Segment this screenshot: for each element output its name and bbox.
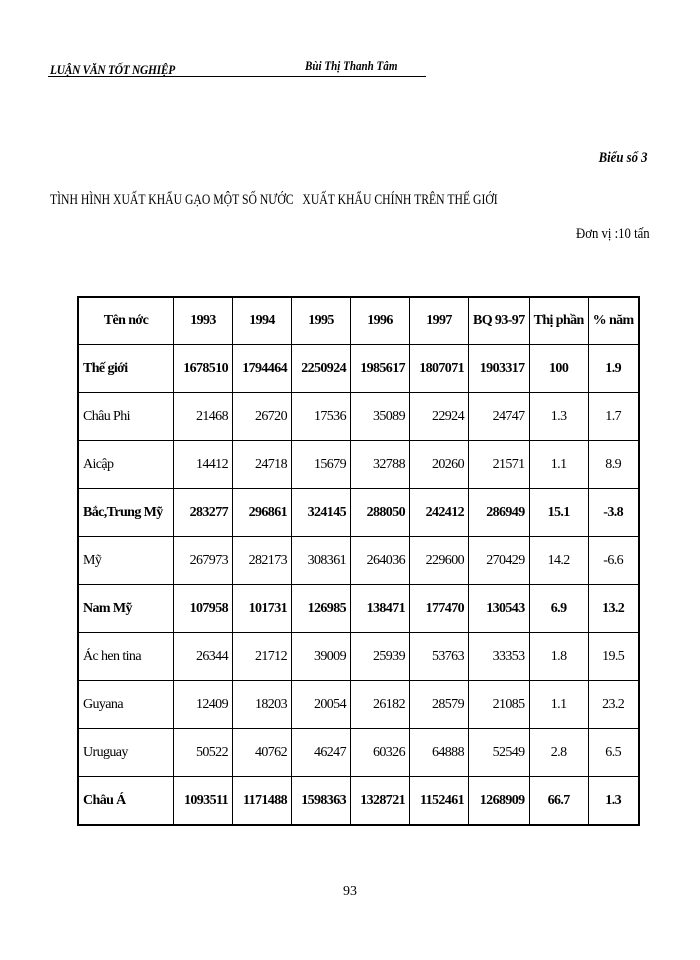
market-share-cell: 1.3 bbox=[529, 393, 588, 441]
value-cell: 2250924 bbox=[292, 345, 351, 393]
table-row bbox=[78, 585, 639, 633]
value-cell: 15679 bbox=[292, 441, 351, 489]
value-cell: 1678510 bbox=[174, 345, 233, 393]
table-row bbox=[78, 681, 639, 729]
value-cell: 17536 bbox=[292, 393, 351, 441]
value-cell: 40762 bbox=[233, 729, 292, 777]
country-name-cell: Bắc,Trung Mỹ bbox=[78, 489, 174, 537]
header-author: Bùi Thị Thanh Tâm bbox=[305, 58, 398, 73]
value-cell: 126985 bbox=[292, 585, 351, 633]
table-row bbox=[78, 441, 639, 489]
market-share-cell: 15.1 bbox=[529, 489, 588, 537]
country-name-cell: Mỹ bbox=[78, 537, 174, 585]
value-cell: 21571 bbox=[469, 441, 530, 489]
annual-pct-cell: 1.9 bbox=[588, 345, 638, 393]
country-name-cell: Nam Mỹ bbox=[78, 585, 174, 633]
annual-pct-cell: 1.7 bbox=[588, 393, 638, 441]
table-row bbox=[78, 345, 639, 393]
table-row bbox=[78, 777, 639, 826]
value-cell: 101731 bbox=[233, 585, 292, 633]
annual-pct-cell: -6.6 bbox=[588, 537, 638, 585]
market-share-cell: 1.1 bbox=[529, 681, 588, 729]
value-cell: 1903317 bbox=[469, 345, 530, 393]
table-header-row bbox=[78, 297, 639, 345]
col-header-1994: 1994 bbox=[233, 297, 292, 345]
country-name-cell: Uruguay bbox=[78, 729, 174, 777]
value-cell: 107958 bbox=[174, 585, 233, 633]
value-cell: 229600 bbox=[410, 537, 469, 585]
value-cell: 1598363 bbox=[292, 777, 351, 826]
value-cell: 264036 bbox=[351, 537, 410, 585]
value-cell: 177470 bbox=[410, 585, 469, 633]
col-header-1997: 1997 bbox=[410, 297, 469, 345]
col-header-market-share: Thị phần bbox=[529, 297, 588, 345]
rice-export-table bbox=[77, 296, 640, 826]
value-cell: 282173 bbox=[233, 537, 292, 585]
annual-pct-cell: 8.9 bbox=[588, 441, 638, 489]
country-name-cell: Guyana bbox=[78, 681, 174, 729]
value-cell: 24747 bbox=[469, 393, 530, 441]
value-cell: 296861 bbox=[233, 489, 292, 537]
value-cell: 25939 bbox=[351, 633, 410, 681]
value-cell: 324145 bbox=[292, 489, 351, 537]
country-name-cell: Châu Phi bbox=[78, 393, 174, 441]
country-name-cell: Châu Á bbox=[78, 777, 174, 826]
header-thesis-label: LUẬN VĂN TỐT NGHIỆP bbox=[50, 62, 175, 77]
value-cell: 52549 bbox=[469, 729, 530, 777]
market-share-cell: 1.1 bbox=[529, 441, 588, 489]
value-cell: 1268909 bbox=[469, 777, 530, 826]
value-cell: 1152461 bbox=[410, 777, 469, 826]
country-name-cell: Ác hen tina bbox=[78, 633, 174, 681]
value-cell: 21712 bbox=[233, 633, 292, 681]
table-row bbox=[78, 729, 639, 777]
value-cell: 138471 bbox=[351, 585, 410, 633]
annual-pct-cell: 23.2 bbox=[588, 681, 638, 729]
value-cell: 1328721 bbox=[351, 777, 410, 826]
country-name-cell: Thế giới bbox=[78, 345, 174, 393]
chart-number: Biểu số 3 bbox=[599, 150, 648, 166]
value-cell: 1171488 bbox=[233, 777, 292, 826]
col-header-1993: 1993 bbox=[174, 297, 233, 345]
market-share-cell: 1.8 bbox=[529, 633, 588, 681]
value-cell: 64888 bbox=[410, 729, 469, 777]
value-cell: 20054 bbox=[292, 681, 351, 729]
market-share-cell: 2.8 bbox=[529, 729, 588, 777]
value-cell: 1794464 bbox=[233, 345, 292, 393]
value-cell: 60326 bbox=[351, 729, 410, 777]
value-cell: 46247 bbox=[292, 729, 351, 777]
value-cell: 24718 bbox=[233, 441, 292, 489]
value-cell: 1093511 bbox=[174, 777, 233, 826]
value-cell: 26344 bbox=[174, 633, 233, 681]
value-cell: 21468 bbox=[174, 393, 233, 441]
value-cell: 53763 bbox=[410, 633, 469, 681]
table-row bbox=[78, 633, 639, 681]
value-cell: 1807071 bbox=[410, 345, 469, 393]
value-cell: 39009 bbox=[292, 633, 351, 681]
col-header-1995: 1995 bbox=[292, 297, 351, 345]
value-cell: 26182 bbox=[351, 681, 410, 729]
market-share-cell: 6.9 bbox=[529, 585, 588, 633]
value-cell: 26720 bbox=[233, 393, 292, 441]
value-cell: 242412 bbox=[410, 489, 469, 537]
col-header-1996: 1996 bbox=[351, 297, 410, 345]
value-cell: 308361 bbox=[292, 537, 351, 585]
value-cell: 28579 bbox=[410, 681, 469, 729]
col-header-average: BQ 93-97 bbox=[469, 297, 530, 345]
market-share-cell: 14.2 bbox=[529, 537, 588, 585]
table-row bbox=[78, 393, 639, 441]
value-cell: 50522 bbox=[174, 729, 233, 777]
value-cell: 12409 bbox=[174, 681, 233, 729]
value-cell: 20260 bbox=[410, 441, 469, 489]
table-row bbox=[78, 537, 639, 585]
annual-pct-cell: -3.8 bbox=[588, 489, 638, 537]
value-cell: 14412 bbox=[174, 441, 233, 489]
page-number: 93 bbox=[343, 884, 357, 899]
market-share-cell: 100 bbox=[529, 345, 588, 393]
value-cell: 267973 bbox=[174, 537, 233, 585]
col-header-annual-pct: % năm bbox=[588, 297, 638, 345]
value-cell: 32788 bbox=[351, 441, 410, 489]
annual-pct-cell: 19.5 bbox=[588, 633, 638, 681]
value-cell: 130543 bbox=[469, 585, 530, 633]
value-cell: 286949 bbox=[469, 489, 530, 537]
value-cell: 21085 bbox=[469, 681, 530, 729]
unit-label: Đơn vị :10 tấn bbox=[576, 226, 650, 242]
value-cell: 33353 bbox=[469, 633, 530, 681]
header-divider bbox=[48, 76, 426, 77]
value-cell: 1985617 bbox=[351, 345, 410, 393]
value-cell: 283277 bbox=[174, 489, 233, 537]
value-cell: 18203 bbox=[233, 681, 292, 729]
table-row bbox=[78, 489, 639, 537]
annual-pct-cell: 13.2 bbox=[588, 585, 638, 633]
value-cell: 35089 bbox=[351, 393, 410, 441]
value-cell: 270429 bbox=[469, 537, 530, 585]
annual-pct-cell: 6.5 bbox=[588, 729, 638, 777]
value-cell: 22924 bbox=[410, 393, 469, 441]
country-name-cell: Aicập bbox=[78, 441, 174, 489]
col-header-country: Tên nớc bbox=[78, 297, 174, 345]
page-title: TÌNH HÌNH XUẤT KHẨU GẠO MỘT SỐ NƯỚC XUẤT KHẨU CHÍNH TRÊN THẾ GIỚI bbox=[50, 192, 498, 208]
value-cell: 288050 bbox=[351, 489, 410, 537]
market-share-cell: 66.7 bbox=[529, 777, 588, 826]
annual-pct-cell: 1.3 bbox=[588, 777, 638, 826]
